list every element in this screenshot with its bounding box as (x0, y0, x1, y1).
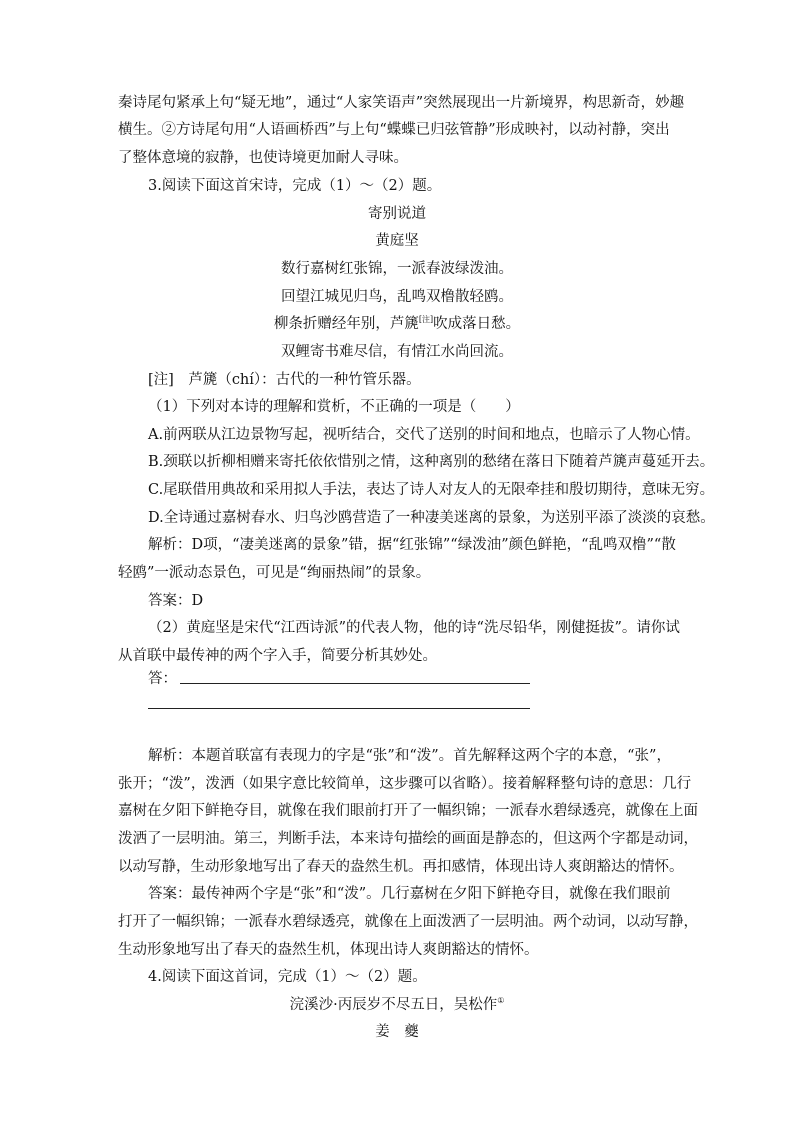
poem-line-part: 吹成落日愁。 (433, 316, 521, 332)
option-d: D.全诗通过嘉树春水、归鸟沙鸥营造了一种凄美迷离的景象，为送别平添了淡淡的哀愁。 (148, 510, 715, 526)
answer-blank-line (148, 708, 530, 709)
sub2-answer-line: 打开了一幅织锦；一派春水碧绿透亮，就像在上面泼洒了一层明油。两个动词，以动写静， (118, 914, 698, 930)
sub1-analysis-line: 解析：D项，“凄美迷离的景象”错，据“红张锦”“绿泼油”颜色鲜艳，“乱鸣双橹”“散 (148, 537, 676, 553)
answer-blank-line (180, 683, 530, 684)
question-4-intro: 4.阅读下面这首词，完成（1）～（2）题。 (148, 969, 427, 985)
poem-line: 双鲤寄书难尽信，有情江水尚回流。 (281, 344, 513, 360)
poem-line (0, 314, 794, 336)
sub-question-1: （1）下列对本诗的理解和赏析，不正确的一项是（ ） (148, 399, 520, 415)
sub2-analysis-line: 以动写静，生动形象地写出了春天的盎然生机。再扣感情，体现出诗人爽朗豁达的情怀。 (118, 859, 684, 875)
poem-note: [注] 芦篪（chí）：古代的一种竹管乐器。 (148, 372, 421, 388)
sub2-analysis-line: 张开；“泼”，泼洒（如果字意比较简单，这步骤可以省略）。接着解释整句诗的意思：几行 (118, 776, 692, 792)
question-3-intro: 3.阅读下面这首宋诗，完成（1）～（2）题。 (148, 178, 442, 194)
poem-line-part: 柳条折赠经年别，芦篪 (273, 316, 419, 332)
prev-analysis-line: 秦诗尾句紧承上句“疑无地”，通过“人家笑语声”突然展现出一片新境界，构思新奇，妙趣 (118, 95, 685, 111)
poem-title: 寄别说道 (368, 206, 426, 222)
option-b: B.颈联以折柳相赠来寄托依依惜别之情，这种离别的愁绪在落日下随着芦篪声蔓延开去。 (148, 454, 715, 470)
sub1-answer: 答案：D (148, 593, 204, 609)
poem-line: 回望江城见归鸟，乱鸣双橹散轻鸥。 (281, 289, 513, 305)
answer-prompt: 答： (148, 671, 177, 687)
poem-line: 数行嘉树红张锦，一派春波绿泼油。 (281, 261, 513, 277)
poem-author: 黄庭坚 (375, 233, 419, 249)
sub2-answer-line: 答案：最传神两个字是“张”和“泼”。几行嘉树在夕阳下鲜艳夺目，就像在我们眼前 (148, 886, 671, 902)
option-a: A.前两联从江边景物写起，视听结合，交代了送别的时间和地点，也暗示了人物心情。 (148, 427, 700, 443)
sub2-answer-line: 生动形象地写出了春天的盎然生机，体现出诗人爽朗豁达的情怀。 (118, 942, 539, 958)
prev-analysis-line: 横生。②方诗尾句用“人语画桥西”与上句“蝶蝶已归弦管静”形成映衬，以动衬静，突出 (118, 122, 670, 138)
option-c: C.尾联借用典故和采用拟人手法，表达了诗人对友人的无限牵挂和殷切期待，意味无穷。 (148, 482, 715, 498)
ci-title (0, 995, 794, 1017)
ci-title-text: 浣溪沙·丙辰岁不尽五日，吴松作 (289, 997, 498, 1013)
sub2-analysis-line: 解析：本题首联富有表现力的字是“张”和“泼”。首先解释这两个字的本意，“张”， (148, 748, 671, 764)
sub-question-2-cont: 从首联中最传神的两个字入手，简要分析其妙处。 (118, 648, 437, 664)
ci-author: 姜 夔 (375, 1024, 419, 1040)
footnote-marker: ① (497, 996, 505, 1005)
sub-question-2: （2）黄庭坚是宋代“江西诗派”的代表人物，他的诗“洗尽铅华，刚健挺拔”。请你试 (148, 620, 680, 636)
sub2-analysis-line: 泼洒了一层明油。第三，判断手法，本来诗句描绘的画面是静态的，但这两个字都是动词， (118, 831, 698, 847)
sub2-analysis-line: 嘉树在夕阳下鲜艳夺目，就像在我们眼前打开了一幅织锦；一派春水碧绿透亮，就像在上面 (118, 803, 698, 819)
prev-analysis-line: 了整体意境的寂静，也使诗境更加耐人寻味。 (118, 150, 408, 166)
sub1-analysis-line: 轻鸥”一派动态景色，可见是“绚丽热闹”的景象。 (118, 565, 431, 581)
footnote-marker: [注] (418, 315, 434, 324)
